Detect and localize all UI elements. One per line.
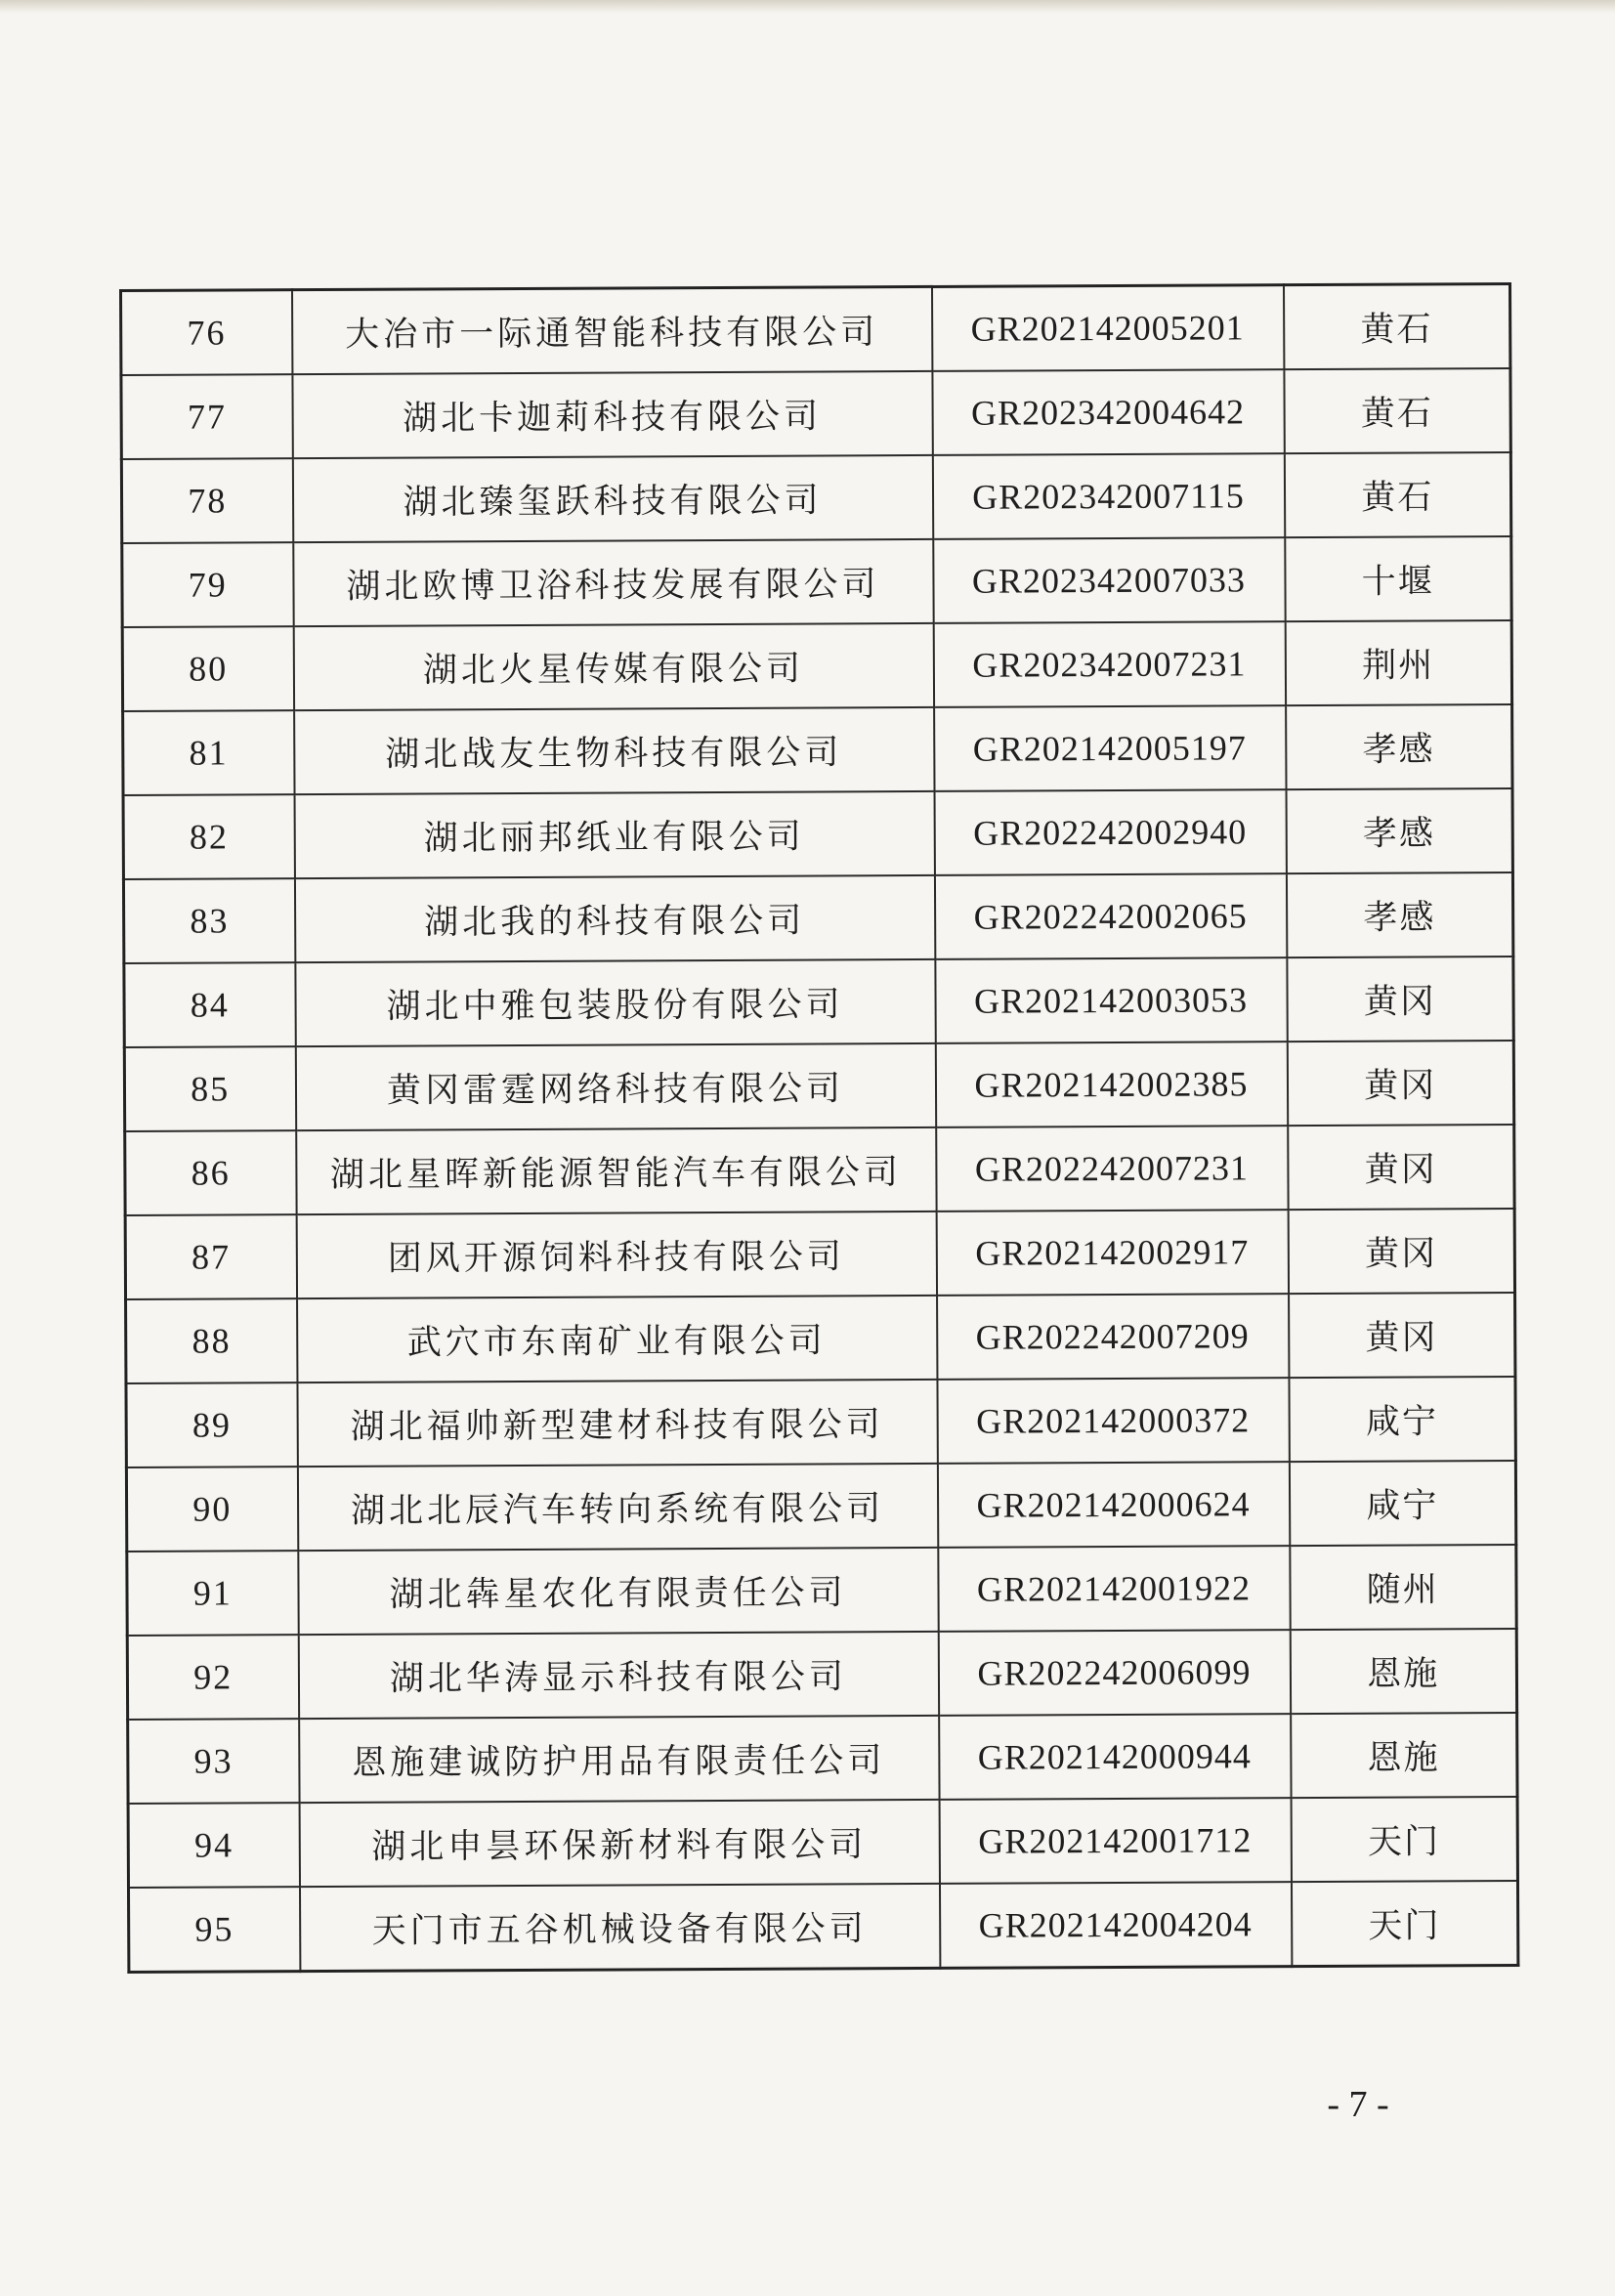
table-row — [124, 957, 1513, 1047]
certificate-number: GR202142001712 — [939, 1798, 1291, 1884]
company-name: 湖北北辰汽车转向系统有限公司 — [297, 1464, 937, 1551]
row-number: 78 — [121, 458, 292, 543]
table-body — [121, 284, 1518, 1973]
region: 黄冈 — [1287, 957, 1513, 1042]
certificate-number: GR202242002940 — [934, 789, 1286, 875]
table-row — [128, 1797, 1517, 1888]
table-row — [128, 1713, 1517, 1804]
company-name: 恩施建诚防护用品有限责任公司 — [299, 1716, 939, 1803]
page-number: - 7 - — [1327, 2084, 1389, 2125]
region: 咸宁 — [1289, 1461, 1515, 1546]
region: 咸宁 — [1289, 1377, 1515, 1462]
region: 黄冈 — [1287, 1041, 1513, 1126]
table-row — [121, 368, 1510, 459]
region: 黄石 — [1284, 368, 1510, 453]
region: 随州 — [1290, 1545, 1516, 1630]
company-name: 湖北丽邦纸业有限公司 — [294, 791, 934, 878]
company-name: 湖北星晖新能源智能汽车有限公司 — [296, 1127, 936, 1214]
row-number: 92 — [127, 1635, 298, 1720]
company-name: 湖北犇星农化有限责任公司 — [298, 1548, 938, 1635]
certificate-number: GR202242007209 — [937, 1294, 1289, 1380]
certificate-number: GR202242002065 — [934, 873, 1286, 959]
row-number: 79 — [122, 542, 293, 627]
row-number: 93 — [128, 1719, 299, 1804]
certificate-number: GR202242007231 — [936, 1126, 1288, 1212]
certificate-number: GR202342007231 — [933, 621, 1285, 707]
company-name: 湖北申昙环保新材料有限公司 — [299, 1800, 939, 1887]
row-number: 89 — [126, 1382, 297, 1467]
certificate-number: GR202342004642 — [932, 369, 1284, 455]
company-name: 湖北欧博卫浴科技发展有限公司 — [293, 539, 933, 626]
table-row — [126, 1293, 1515, 1383]
table-row — [121, 284, 1510, 375]
company-name: 武穴市东南矿业有限公司 — [297, 1296, 937, 1382]
row-number: 94 — [128, 1803, 299, 1888]
row-number: 77 — [121, 374, 292, 459]
region: 孝感 — [1286, 788, 1512, 873]
row-number: 95 — [128, 1887, 299, 1972]
certificate-number: GR202142004204 — [939, 1882, 1291, 1968]
certificate-number: GR202142000372 — [937, 1378, 1289, 1464]
certificate-number: GR202142002917 — [936, 1210, 1288, 1296]
company-name: 湖北战友生物科技有限公司 — [294, 707, 934, 794]
table-row — [122, 536, 1511, 627]
row-number: 87 — [125, 1214, 296, 1299]
row-number: 76 — [121, 290, 292, 375]
company-name: 黄冈雷霆网络科技有限公司 — [295, 1043, 935, 1130]
table-row — [126, 1377, 1515, 1467]
company-name: 湖北中雅包装股份有限公司 — [295, 959, 935, 1046]
row-number: 80 — [122, 626, 293, 711]
region: 黄冈 — [1289, 1293, 1515, 1378]
table-row — [121, 452, 1510, 543]
certificate-number: GR202142005201 — [931, 285, 1283, 371]
table-row — [125, 1125, 1514, 1215]
table-row — [123, 872, 1512, 963]
certificate-number: GR202142000944 — [939, 1714, 1291, 1800]
region: 黄石 — [1283, 284, 1509, 370]
company-name: 湖北卡迦莉科技有限公司 — [292, 371, 932, 458]
company-name: 湖北华涛显示科技有限公司 — [298, 1632, 938, 1719]
row-number: 90 — [126, 1467, 297, 1552]
certificate-number: GR202142005197 — [934, 705, 1286, 791]
scan-top-edge — [0, 0, 1615, 14]
table-row — [124, 1041, 1513, 1131]
company-name: 大冶市一际通智能科技有限公司 — [292, 286, 932, 374]
region: 黄石 — [1284, 452, 1510, 537]
region: 天门 — [1291, 1797, 1517, 1882]
region: 黄冈 — [1288, 1125, 1514, 1210]
company-name: 湖北福帅新型建材科技有限公司 — [297, 1380, 937, 1467]
region: 荆州 — [1285, 620, 1511, 705]
company-list-table — [119, 282, 1519, 1974]
region: 天门 — [1291, 1881, 1517, 1967]
region: 黄冈 — [1288, 1209, 1514, 1294]
certificate-number: GR202342007115 — [932, 453, 1284, 539]
row-number: 85 — [124, 1046, 295, 1131]
company-name: 湖北臻玺跃科技有限公司 — [292, 455, 932, 542]
row-number: 81 — [123, 710, 294, 795]
region: 十堰 — [1285, 536, 1511, 621]
region: 孝感 — [1286, 872, 1512, 957]
table-row — [122, 620, 1511, 711]
certificate-number: GR202342007033 — [933, 537, 1285, 623]
table-row — [126, 1461, 1515, 1552]
table-row — [127, 1545, 1516, 1636]
certificate-number: GR202142002385 — [935, 1042, 1287, 1127]
certificate-number: GR202142003053 — [935, 957, 1287, 1043]
region: 恩施 — [1291, 1713, 1517, 1798]
region: 孝感 — [1286, 704, 1512, 789]
company-name: 团风开源饲料科技有限公司 — [296, 1212, 936, 1298]
row-number: 83 — [123, 878, 294, 963]
certificate-number: GR202142001922 — [938, 1546, 1290, 1632]
table-row — [127, 1629, 1516, 1720]
region: 恩施 — [1290, 1629, 1516, 1714]
table-row — [125, 1209, 1514, 1299]
company-name: 天门市五谷机械设备有限公司 — [299, 1884, 939, 1972]
row-number: 88 — [126, 1298, 297, 1383]
row-number: 91 — [127, 1551, 298, 1636]
company-name: 湖北我的科技有限公司 — [294, 875, 934, 962]
certificate-number: GR202142000624 — [937, 1462, 1289, 1548]
company-name: 湖北火星传媒有限公司 — [293, 623, 933, 710]
row-number: 86 — [125, 1130, 296, 1215]
row-number: 84 — [124, 962, 295, 1047]
row-number: 82 — [123, 794, 294, 879]
table-row — [123, 788, 1512, 879]
certificate-number: GR202242006099 — [938, 1630, 1290, 1716]
table-row — [123, 704, 1512, 795]
table-row — [128, 1881, 1517, 1972]
